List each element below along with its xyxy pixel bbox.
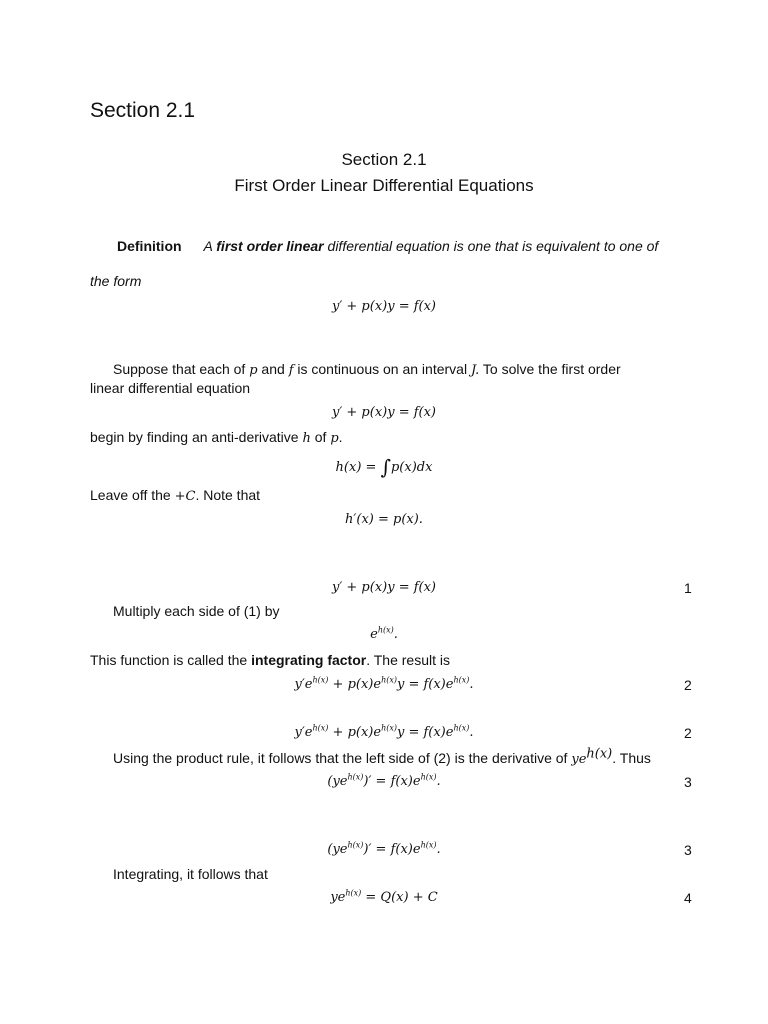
text-bold: integrating factor <box>251 652 367 668</box>
eq-part: ye <box>330 890 346 905</box>
eq-sup: h(x) <box>381 723 397 733</box>
text-span: is continuous on an interval <box>293 361 471 377</box>
equation-form-2: y′ + p(x)y = f(x) <box>331 405 437 420</box>
eq-part: y = f(x)e <box>396 677 454 692</box>
paragraph-antiderivative <box>90 429 343 446</box>
eq-sup: h(x) <box>312 675 329 685</box>
equation-2a <box>0 677 768 692</box>
equation-3b <box>0 842 768 857</box>
equation-4 <box>0 890 768 905</box>
text-span: Using the product rule, it follows that the left side of (2) is the derivative of <box>113 750 572 766</box>
definition-term: Definition <box>117 238 182 254</box>
text-span: . Note that <box>195 487 261 503</box>
paragraph-suppose-line-2: linear differential equation <box>90 380 251 396</box>
text-span: begin by finding an anti-derivative <box>90 429 303 445</box>
eq-part: )′ = f(x)e <box>363 774 421 789</box>
text-span: Suppose that each of <box>113 361 250 377</box>
text-span: . The result is <box>366 652 450 668</box>
equation-3a-number: 3 <box>684 774 692 790</box>
equation-h-integral <box>0 455 768 479</box>
equation-form: y′ + p(x)y = f(x) <box>331 299 437 314</box>
equation-3a <box>0 774 768 789</box>
eq-sup: h(x) <box>420 772 437 782</box>
equation-h-prime: h′(x) = p(x). <box>345 512 423 527</box>
math-p: p <box>330 431 339 446</box>
eq-part: (ye <box>327 842 348 857</box>
eq-sup: h(x) <box>453 675 470 685</box>
math-f: f <box>288 363 294 378</box>
title-main: First Order Linear Differential Equations <box>234 176 534 195</box>
eq-sup: h(x) <box>347 772 364 782</box>
equation-2b <box>0 725 768 740</box>
math-p: p <box>249 363 258 378</box>
eq-part: . <box>393 627 398 642</box>
eq-part: (ye <box>327 774 348 789</box>
eq-rhs: p(x)dx <box>390 460 433 475</box>
equation-1-number: 1 <box>684 580 692 596</box>
eq-part: y′e <box>294 725 313 740</box>
text-span: . Thus <box>612 750 651 766</box>
eq-part: . <box>436 774 441 789</box>
eq-sup: h(x) <box>420 840 437 850</box>
math-J: J. <box>470 363 480 378</box>
eq-sup: h(x) <box>345 888 362 898</box>
equation-4-number: 4 <box>684 890 692 906</box>
text-span: Leave off the <box>90 487 175 503</box>
section-header: Section 2.1 <box>90 99 196 122</box>
integral-sign: ∫ <box>380 455 391 479</box>
definition-prefix: A <box>203 238 217 254</box>
math-h: h <box>302 431 311 446</box>
math-plus-c: +C <box>174 489 196 504</box>
text-span: and <box>257 361 289 377</box>
eq-part: . <box>469 725 474 740</box>
equation-2b-number: 2 <box>684 725 692 741</box>
equation-2a-number: 2 <box>684 677 692 693</box>
eq-part: )′ = f(x)e <box>363 842 421 857</box>
paragraph-integrating-factor <box>90 652 450 668</box>
text-span: . <box>338 429 343 445</box>
text-span: of <box>310 429 331 445</box>
eq-part: . <box>436 842 441 857</box>
definition-rest: differential equation is one that is equivalent to one of <box>323 238 659 254</box>
text-span: This function is called the <box>90 652 252 668</box>
equation-3b-number: 3 <box>684 842 692 858</box>
paragraph-product-rule <box>113 746 651 767</box>
definition-bold-phrase: first order linear <box>216 238 324 254</box>
eq-sup: h(x) <box>377 625 394 635</box>
math-ye: ye <box>571 752 587 767</box>
eq-part: . <box>469 677 474 692</box>
eq-sup: h(x) <box>586 746 613 762</box>
paragraph-integrating: Integrating, it follows that <box>113 866 268 882</box>
eq-part: e <box>370 627 378 642</box>
definition-line-2: the form <box>90 273 142 289</box>
eq-sup: h(x) <box>347 840 364 850</box>
eq-part: y = f(x)e <box>396 725 454 740</box>
eq-sup: h(x) <box>453 723 470 733</box>
paragraph-suppose <box>113 361 621 378</box>
eq-part: + p(x)e <box>328 677 382 692</box>
text-span: To solve the first order <box>479 361 621 377</box>
definition-line <box>117 238 658 254</box>
eq-part: y′e <box>294 677 313 692</box>
paragraph-leave-off <box>90 487 260 504</box>
eq-part: = Q(x) + C <box>361 890 438 905</box>
eq-part: + p(x)e <box>328 725 382 740</box>
eq-sup: h(x) <box>381 675 397 685</box>
eq-sup: h(x) <box>312 723 329 733</box>
eq-lhs: h(x) = <box>335 460 381 475</box>
title-section: Section 2.1 <box>341 150 427 169</box>
paragraph-multiply: Multiply each side of (1) by <box>113 603 280 619</box>
equation-exp <box>0 627 768 642</box>
equation-1: y′ + p(x)y = f(x) <box>331 580 437 595</box>
